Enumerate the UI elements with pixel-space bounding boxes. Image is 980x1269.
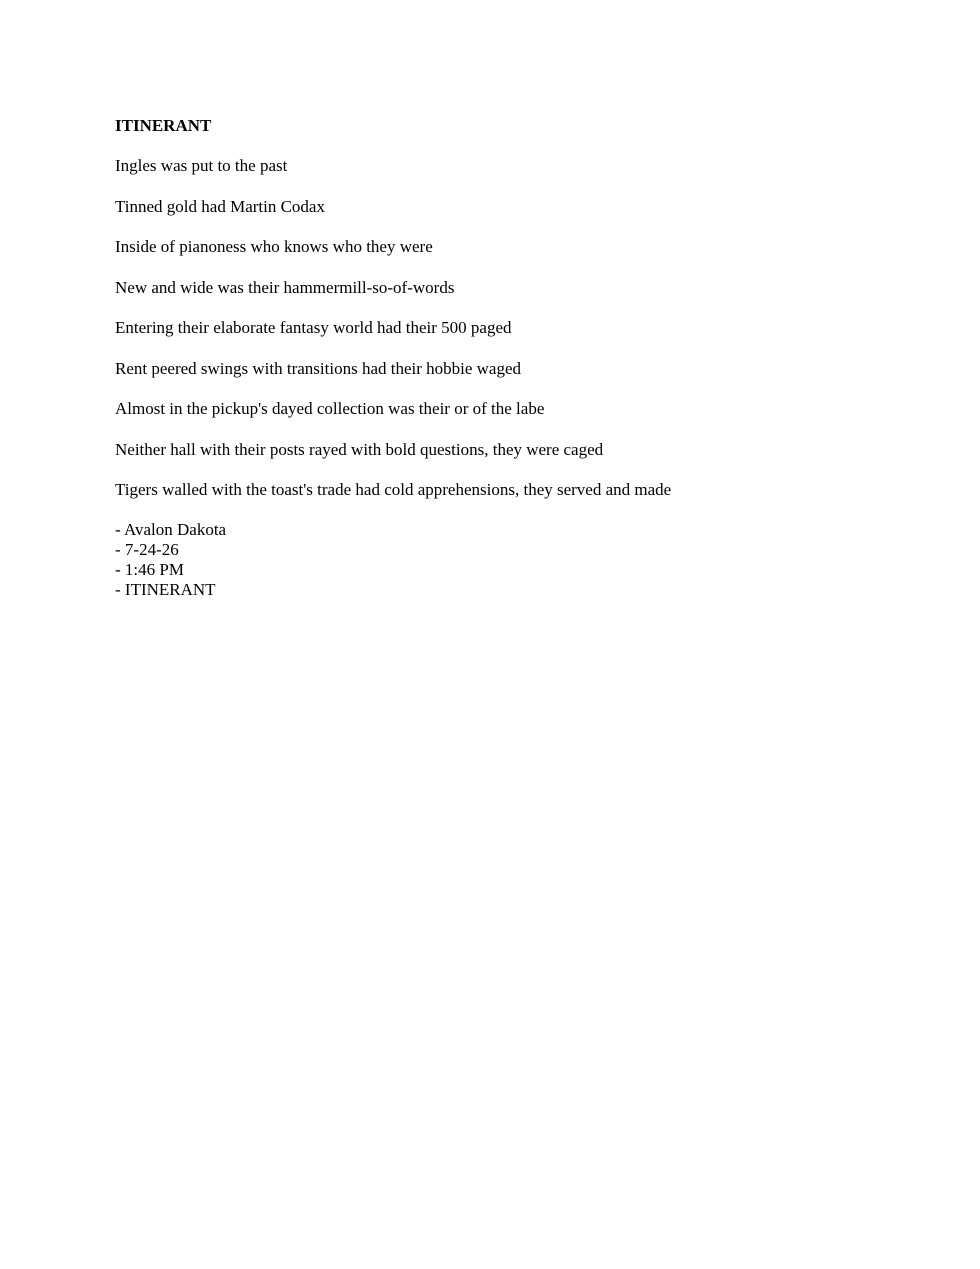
poem-line: New and wide was their hammermill-so-of-words [115, 277, 455, 297]
poem-line: Almost in the pickup's dayed collection was their or of the labe [115, 399, 545, 418]
poem-body [115, 115, 875, 600]
poem-line: Tigers walled with the toast's trade had cold apprehensions, they served and made [115, 480, 672, 499]
poem-line: Neither hall with their posts rayed with bold questions, they were caged [115, 439, 604, 459]
poem-line: Entering their elaborate fantasy world had their 500 paged [115, 318, 512, 337]
poem-line: Ingles was put to the past [115, 156, 288, 175]
signature-time: - 1:46 PM [115, 559, 184, 579]
poem-line: Rent peered swings with transitions had their hobbie waged [115, 358, 522, 378]
signature-title: - ITINERANT [115, 579, 216, 599]
poem-line: Tinned gold had Martin Codax [115, 196, 325, 216]
poem-line: Inside of pianoness who knows who they were [115, 237, 433, 256]
signature-date: - 7-24-26 [115, 539, 179, 559]
signature-block [115, 520, 875, 600]
poem-title: ITINERANT [115, 116, 212, 135]
signature-author: - Avalon Dakota [115, 519, 227, 539]
